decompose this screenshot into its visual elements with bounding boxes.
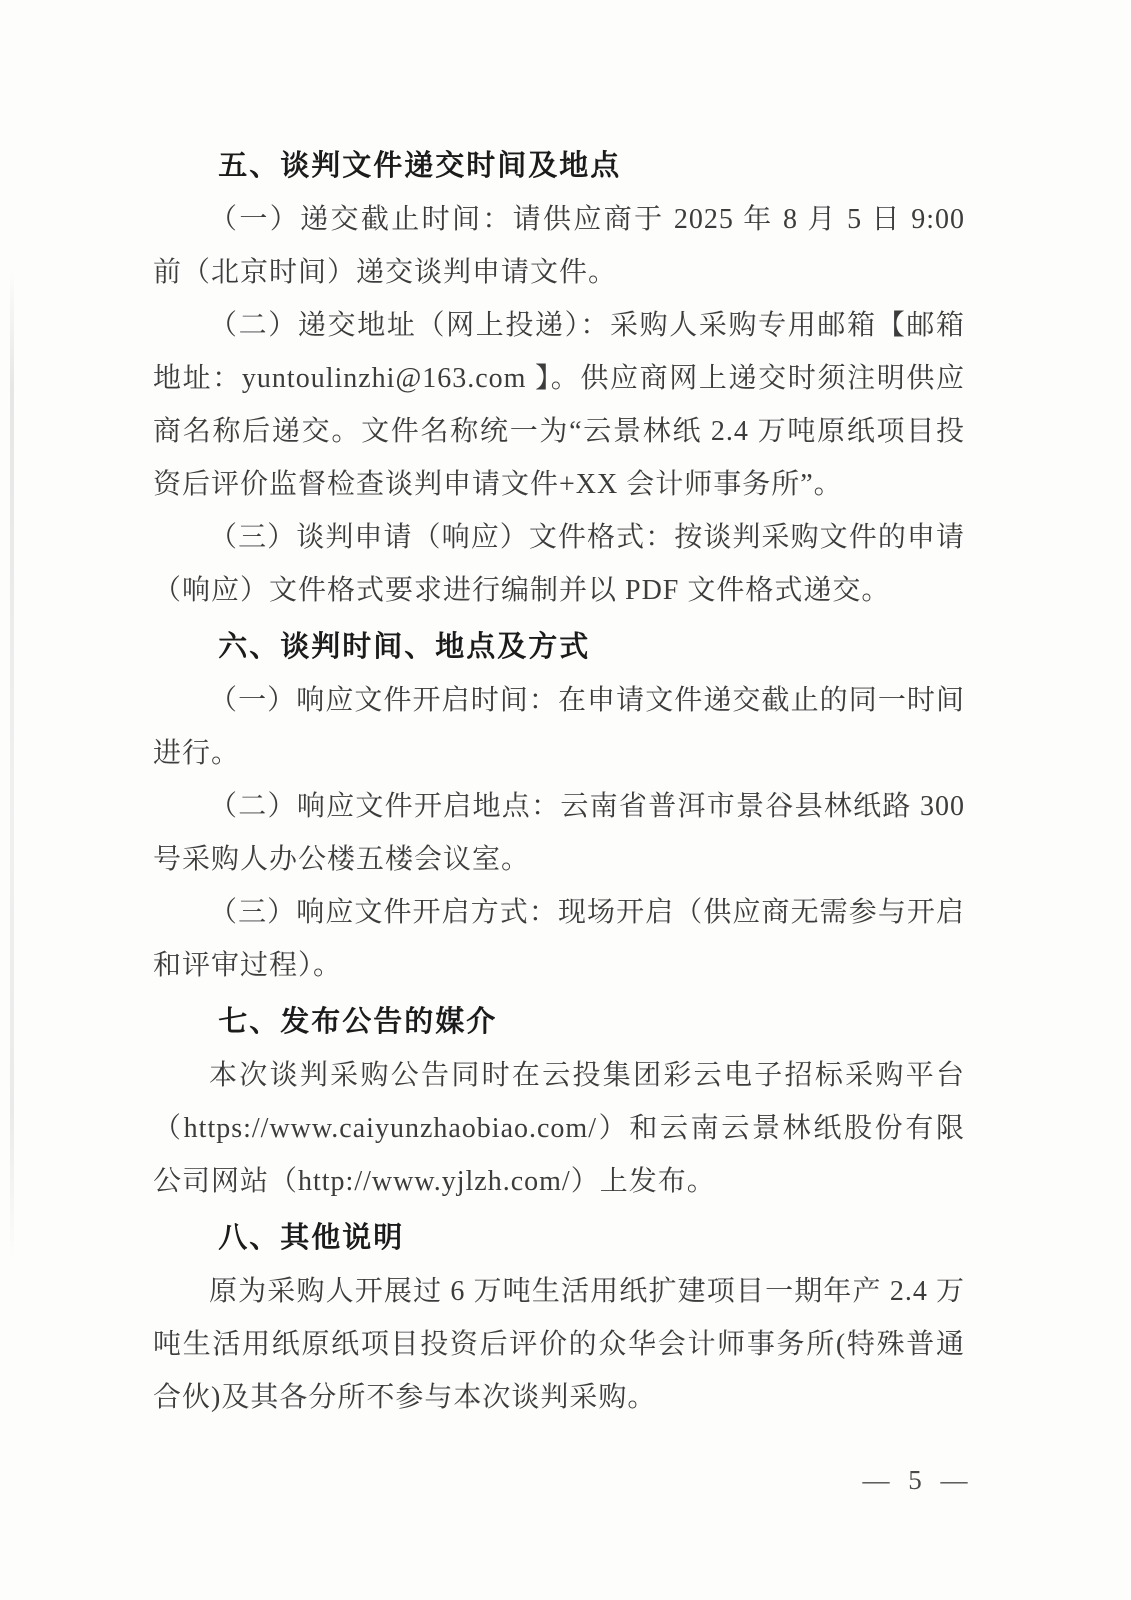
- paragraph: 原为采购人开展过 6 万吨生活用纸扩建项目一期年产 2.4 万吨生活用纸原纸项目投资后评价的众华会计师事务所(特殊普通合伙)及其各分所不参与本次谈判采购。: [153, 1276, 965, 1413]
- paragraph: （一）递交截止时间：请供应商于 2025 年 8 月 5 日 9:00 前（北京时间）递交谈判申请文件。: [153, 204, 965, 288]
- paragraph: （三）响应文件开启方式：现场开启（供应商无需参与开启和评审过程）。: [153, 897, 965, 981]
- section-5-submission-time-place: [153, 140, 965, 617]
- document-body: [153, 140, 965, 1424]
- section-heading: 八、其他说明: [218, 1222, 405, 1254]
- paragraph: 本次谈判采购公告同时在云投集团彩云电子招标采购平台（https://www.caiyunzhaobiao.com/）和云南云景林纸股份有限公司网站（http://www.yjlzh.com/）上发布。: [153, 1060, 965, 1197]
- page-number: — 5 —: [862, 1465, 974, 1495]
- paragraph: （二）响应文件开启地点：云南省普洱市景谷县林纸路 300 号采购人办公楼五楼会议室。: [153, 791, 965, 875]
- section-heading: 七、发布公告的媒介: [218, 1006, 498, 1038]
- section-7-announcement-media: [153, 996, 965, 1208]
- section-8-other-notes: [153, 1212, 965, 1424]
- paragraph: （三）谈判申请（响应）文件格式：按谈判采购文件的申请（响应）文件格式要求进行编制并以 PDF 文件格式递交。: [153, 522, 965, 606]
- section-heading: 六、谈判时间、地点及方式: [218, 631, 591, 663]
- section-6-negotiation-time-place-method: [153, 621, 965, 992]
- paragraph: （一）响应文件开启时间：在申请文件递交截止的同一时间进行。: [153, 685, 965, 769]
- scan-edge-artifact: [10, 270, 14, 1260]
- section-heading: 五、谈判文件递交时间及地点: [218, 150, 622, 182]
- paragraph: （二）递交地址（网上投递）：采购人采购专用邮箱【邮箱地址：yuntoulinzhi@163.com 】。供应商网上递交时须注明供应商名称后递交。文件名称统一为“云景林纸 2.4 万吨原纸项目投资后评价监督检查谈判申请文件+XX 会计师事务所”。: [153, 310, 965, 500]
